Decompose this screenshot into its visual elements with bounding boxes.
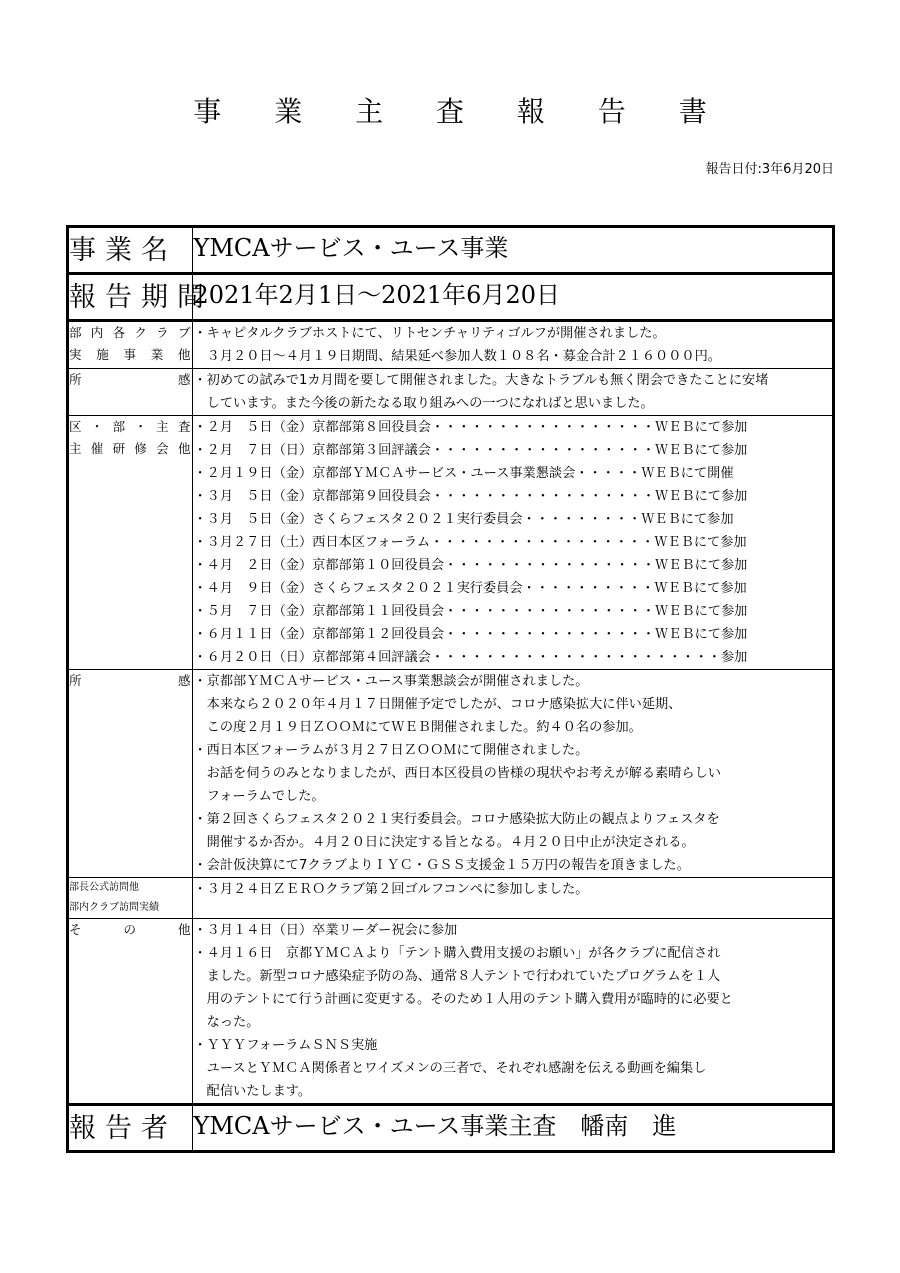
impression-2-label: 所感 [68,670,193,878]
row-other [68,919,834,1105]
district-events-label-line: 主催研修会他 [69,441,193,456]
content-line: ・３月２４日ＺＥＲＯクラブ第２回ゴルフコンペに参加しました。 [193,882,589,897]
row-reporter [68,1105,834,1152]
content-line: ユースとＹＭＣＡ関係者とワイズメンの三者で、それぞれ感謝を伝える動画を編集し [193,1061,707,1076]
content-line: ・初めての試みで1カ月間を要して開催されました。大きなトラブルも無く閉会できたことに安堵 [193,373,769,388]
row-impression-1 [68,369,834,416]
event-line: ・３月２７日（土）西日本区フォーラム・・・・・・・・・・・・・・・・・ＷＥＢにて参加 [193,535,747,550]
content-line: 用のテントにて行う計画に変更する。そのため１人用のテント購入費用が臨時的に必要と [193,992,733,1007]
event-line: ・３月 ５日（金）京都部第９回役員会・・・・・・・・・・・・・・・・・ＷＥＢにて参加 [193,489,748,504]
club-events-label-line: 実施事業他 [69,347,193,362]
event-line: ・４月 ２日（金）京都部第１０回役員会・・・・・・・・・・・・・・・・ＷＥＢにて参加 [193,558,748,573]
content-line: 本来なら２０２０年４月１７日開催予定でしたが、コロナ感染拡大に伴い延期、 [193,697,682,712]
content-line: 配信いたします。 [193,1084,312,1099]
content-line: 開催するか否か。４月２０日に決定する旨となる。４月２０日中止が決定される。 [193,835,695,850]
other-label: その他 [68,919,193,1105]
business-name-value: YMCAサービス・ユース事業 [193,227,834,274]
event-line: ・２月 ７日（日）京都部第３回評議会・・・・・・・・・・・・・・・・・ＷＥＢにて参加 [193,443,748,458]
content-line: ました。新型コロナ感染症予防の為、通常８人テントで行われていたプログラムを１人 [193,969,721,984]
business-name-label: 事業名 [68,227,193,274]
reporter-label: 報告者 [68,1105,193,1152]
row-report-period [68,274,834,321]
event-line: ・３月 ５日（金）さくらフェスタ２０２１実行委員会・・・・・・・・・ＷＥＢにて参加 [193,512,734,527]
row-district-events [68,416,834,670]
event-line: ・５月 ７日（金）京都部第１１回役員会・・・・・・・・・・・・・・・・ＷＥＢにて参加 [193,604,748,619]
reporter-value: YMCAサービス・ユース事業主査 幡南 進 [193,1105,834,1152]
event-line: ・２月１９日（金）京都部ＹＭＣＡサービス・ユース事業懇談会・・・・・ＷＥＢにて開催 [193,466,734,481]
content-line: しています。また今後の新たなる取り組みへの一つになればと思いました。 [193,396,654,411]
official-visit-label-line: 部内クラブ訪問実績 [69,902,159,913]
content-line: なった。 [193,1015,260,1030]
content-line: フォーラムでした。 [193,789,325,804]
impression-1-label: 所感 [68,369,193,416]
row-club-events [68,321,834,369]
official-visit-label [68,878,193,919]
district-events-label-line: 区・部・主査 [69,419,193,434]
official-visit-label-line: 部長公式訪問他 [69,882,139,893]
report-table [66,225,835,1153]
content-line: ・第２回さくらフェスタ２０２１実行委員会。コロナ感染拡大防止の観点よりフェスタを [193,812,720,827]
impression-1-content [193,369,834,416]
row-business-name [68,227,834,274]
content-line: お話を伺うのみとなりましたが、西日本区役員の皆様の現状やお考えが解る素晴らしい [193,766,721,781]
other-content [193,919,834,1105]
club-events-label-line: 部内各クラブ [69,325,193,340]
row-official-visit [68,878,834,919]
row-impression-2 [68,670,834,878]
content-line: ・４月１６日 京都ＹＭＣＡより「テント購入費用支援のお願い」が各クラブに配信され [193,946,721,961]
content-line: この度２月１９日ＺＯＯＭにてＷＥＢ開催されました。約４０名の参加。 [193,720,642,735]
report-date: 報告日付:3年6月20日 [705,162,834,177]
content-line: ・西日本区フォーラムが３月２７日ＺＯＯＭにて開催されました。 [193,743,589,758]
district-events-content [193,416,834,670]
event-line: ・４月 ９日（金）さくらフェスタ２０２１実行委員会・・・・・・・・・・ＷＥＢにて参加 [193,581,747,596]
content-line: ・３月１４日（日）卒業リーダー祝会に参加 [193,923,458,938]
content-line: ・会計仮決算にて7クラブよりＩＹＣ・ＧＳＳ支援金１５万円の報告を頂きました。 [193,858,690,873]
impression-2-content [193,670,834,878]
document-title: 事 業 主 査 報 告 書 [193,95,729,128]
content-line: ・京都部ＹＭＣＡサービス・ユース事業懇談会が開催されました。 [193,674,589,689]
official-visit-content [193,878,834,919]
report-period-value: 2021年2月1日～2021年6月20日 [193,274,834,321]
content-line: ・ＹＹＹフォーラムＳＮＳ実施 [193,1038,378,1053]
report-period-label: 報告期間 [68,274,193,321]
content-line: ３月２０日～４月１９日期間、結果延べ参加人数１０８名・募金合計２１６０００円。 [193,349,721,364]
event-line: ・６月１１日（金）京都部第１２回役員会・・・・・・・・・・・・・・・・ＷＥＢにて参加 [193,627,748,642]
club-events-content [193,321,834,369]
district-events-label [68,416,193,670]
event-line: ・６月２０日（日）京都部第４回評議会・・・・・・・・・・・・・・・・・・・・・・参加 [193,650,748,665]
event-line: ・２月 ５日（金）京都部第８回役員会・・・・・・・・・・・・・・・・・ＷＥＢにて参加 [193,420,748,435]
content-line: ・キャピタルクラブホストにて、リトセンチャリティゴルフが開催されました。 [193,326,666,341]
club-events-label [68,321,193,369]
